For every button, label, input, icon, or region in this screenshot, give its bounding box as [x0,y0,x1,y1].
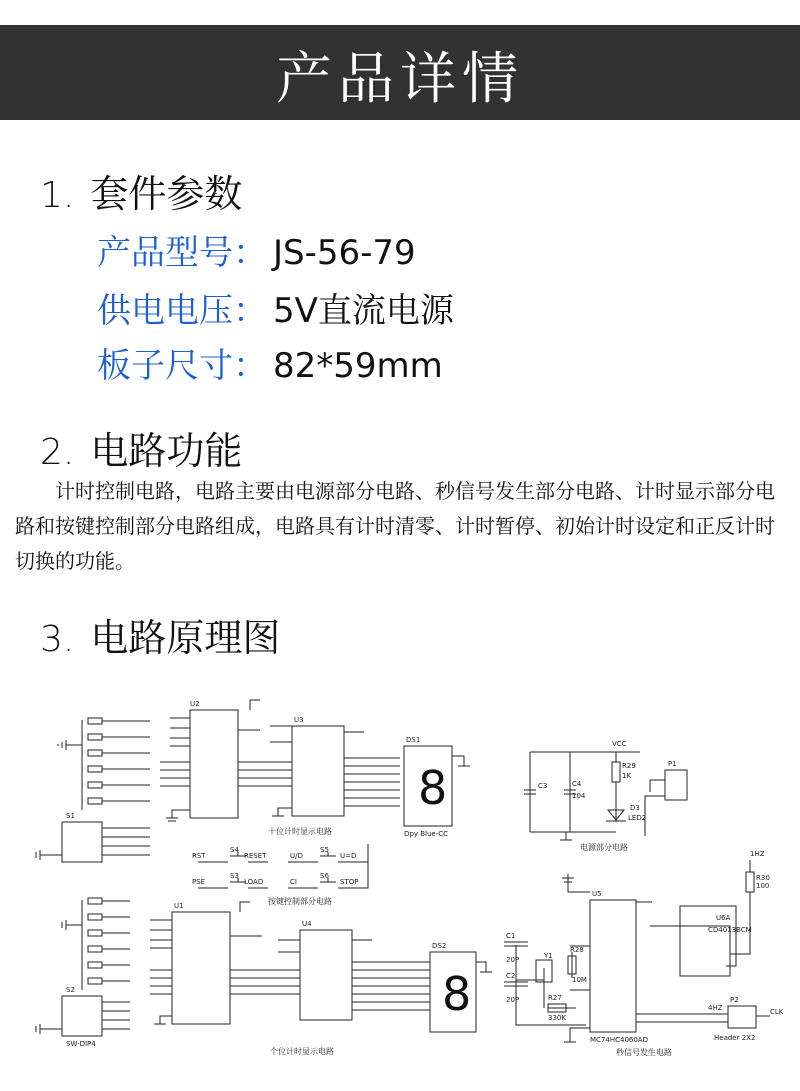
second-clk: CLK [770,1008,784,1016]
chip-u5: U5 [592,890,602,898]
power-r29-value: 1K [622,772,632,780]
param-row-size [97,338,443,387]
power-c3: C3 [538,782,548,790]
section-2-number: 2. [40,432,75,473]
param-value: 82*59mm [273,346,443,386]
chip-u2: U2 [190,700,200,708]
power-d3-part: LED2 [628,814,647,822]
key-s3: S3 [230,872,239,880]
key-rst: RST [192,852,206,860]
second-r30: R30 [756,874,770,882]
display-ds2: DS2 [432,942,447,950]
switch-s2: S2 [66,986,75,994]
circuit-schematic [0,690,800,1070]
second-c2-value: 20P [506,996,520,1004]
second-y1: Y1 [544,952,553,960]
caption-second: 秒信号发生电路 [616,1048,672,1057]
chip-u1: U1 [174,902,184,910]
chip-u6: U6A [716,914,731,922]
section-1-heading [40,163,242,218]
key-ud-out: U=D [340,852,357,860]
param-row-model [97,225,416,274]
power-p1: P1 [668,760,677,768]
chip-u5-part: MC74HC4060AD [590,1036,648,1044]
second-r27-value: 330K [548,1014,566,1022]
power-r29: R29 [622,762,636,770]
key-reset: RESET [244,852,267,860]
key-ud: U/D [290,852,303,860]
power-d3: D3 [630,804,640,812]
second-4hz: 4HZ [708,1004,723,1012]
chip-u3: U3 [294,716,304,724]
power-vcc: VCC [612,740,627,748]
section-1-number: 1. [40,175,75,216]
seven-seg-digit-tens: 8 [418,761,448,815]
key-ci: CI [290,878,297,886]
key-stop: STOP [340,878,359,886]
caption-ones: 个位计时显示电路 [270,1047,334,1056]
key-s5: S5 [320,846,329,854]
param-row-voltage [97,283,454,332]
caption-power: 电源部分电路 [580,843,628,852]
second-c1-value: 20P [506,956,520,964]
key-s4: S4 [230,846,239,854]
chip-u6-part: CD4013BCM [708,926,752,934]
key-pse: PSE [192,878,206,886]
second-r28: R28 [570,946,584,954]
banner-title: 产品详情 [276,47,524,112]
second-p2-part: Header 2X2 [714,1034,756,1042]
second-p2: P2 [730,996,739,1004]
display-ds1-part: Dpy Blue-CC [404,830,448,838]
header-banner [0,25,800,120]
second-hz: 1HZ [750,850,765,858]
display-ds1: DS1 [406,736,421,744]
section-2-title: 电路功能 [90,429,243,473]
second-c1: C1 [506,932,516,940]
section-1-title: 套件参数 [90,172,243,216]
power-c4: C4 [572,780,582,788]
param-value: 5V直流电源 [273,291,454,331]
caption-keys: 按键控制部分电路 [268,897,332,906]
circuit-function-text: 计时控制电路，电路主要由电源部分电路、秒信号发生部分电路、计时显示部分电路和按键控制部分电路组成，电路具有计时清零、计时暂停、初始计时设定和正反计时切换的功能。 [15,479,775,573]
section-3-title: 电路原理图 [90,616,281,660]
second-r30-value: 100 [756,882,770,890]
section-3-heading [40,607,280,662]
param-value: JS-56-79 [273,233,416,273]
key-s6: S6 [320,872,329,880]
second-c2: C2 [506,972,516,980]
second-r28-value: 10M [572,976,587,984]
switch-s2-part: SW-DIP4 [66,1040,96,1048]
param-label: 产品型号： [97,233,267,273]
caption-tens: 十位计时显示电路 [268,827,332,836]
param-label: 板子尺寸： [97,346,267,386]
section-2-heading [40,420,242,475]
param-label: 供电电压： [97,291,267,331]
chip-u4: U4 [302,920,312,928]
switch-s1: S1 [66,812,75,820]
second-r27: R27 [548,994,562,1002]
seven-seg-digit-ones: 8 [442,967,472,1021]
power-c4-value: 104 [572,792,586,800]
section-3-number: 3. [40,619,75,660]
key-load: LOAD [244,878,264,886]
